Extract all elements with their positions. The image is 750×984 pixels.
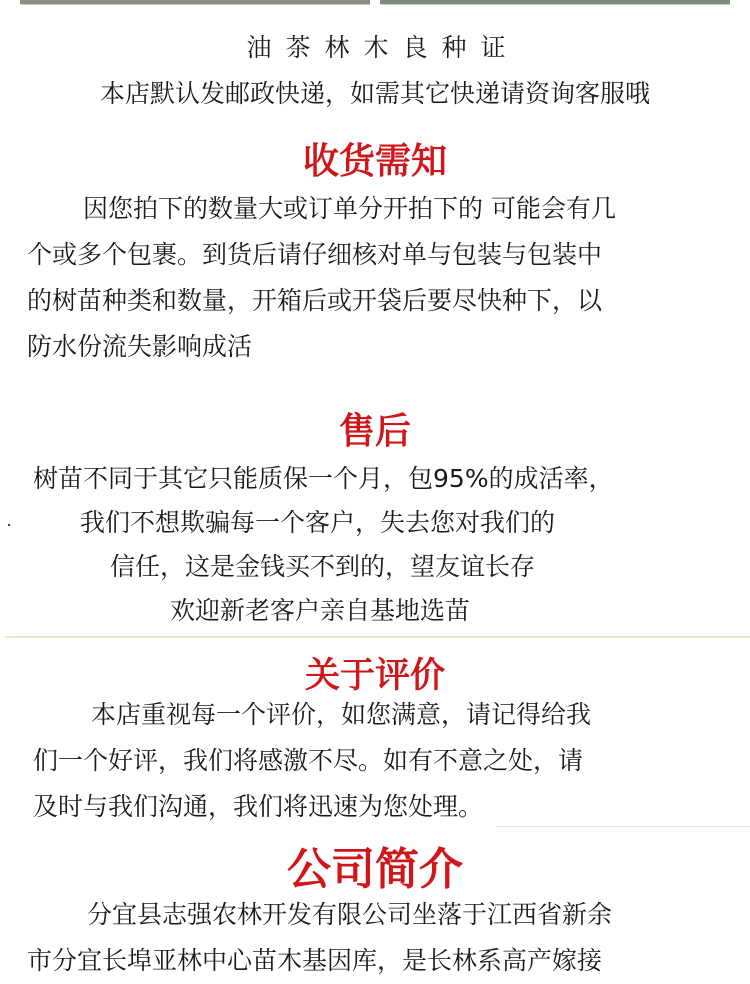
stray-dot [8,524,10,526]
company-intro-text [27,892,612,984]
after-sales-heading: 售后 [338,411,411,452]
receipt-notice-text [27,186,616,370]
review-line: 们一个好评，我们将感激不尽。如有不意之处，请 [33,746,584,775]
certificate-caption: 油茶林木良种证 [246,33,520,62]
review-line: 及时与我们沟通，我们将迅速为您处理。 [33,792,484,821]
company-intro-heading: 公司简介 [287,844,463,895]
delivery-note: 本店默认发邮政快递，如需其它快递请资询客服哦 [99,79,650,108]
receipt-line: 个或多个包裹。到货后请仔细核对单与包装与包装中 [27,240,603,269]
receipt-line: 的树苗种类和数量，开箱后或开袋后要尽快种下，以 [27,286,603,315]
after-sales-line: 信任，这是金钱买不到的，望友谊长存 [110,552,536,581]
receipt-notice-heading: 收货需知 [302,141,447,182]
after-sales-line: 欢迎新老客户亲自基地选苗 [170,596,471,625]
receipt-line: 防水份流失影响成活 [27,332,253,361]
section-divider-short [495,826,750,827]
certificate-photo-right [380,0,730,5]
after-sales-line: 我们不想欺骗每一个客户，失去您对我们的 [80,508,556,537]
company-line: 市分宜长埠亚林中心苗木基因库，是长林系高产嫁接 [27,946,603,975]
after-sales-text [0,457,750,633]
review-line: 本店重视每一个评价，如您满意，请记得给我 [91,700,592,729]
certificate-photo-left [20,0,370,5]
receipt-line: 因您拍下的数量大或订单分开拍下的 可能会有几 [83,194,616,223]
section-divider [5,636,750,638]
certificate-photo-strip [0,0,750,6]
company-line: 分宜县志强农林开发有限公司坐落于江西省新余 [87,900,613,929]
after-sales-line: 树苗不同于其它只能质保一个月，包95%的成活率， [33,464,614,493]
review-heading: 关于评价 [304,656,445,696]
review-text [33,692,591,830]
